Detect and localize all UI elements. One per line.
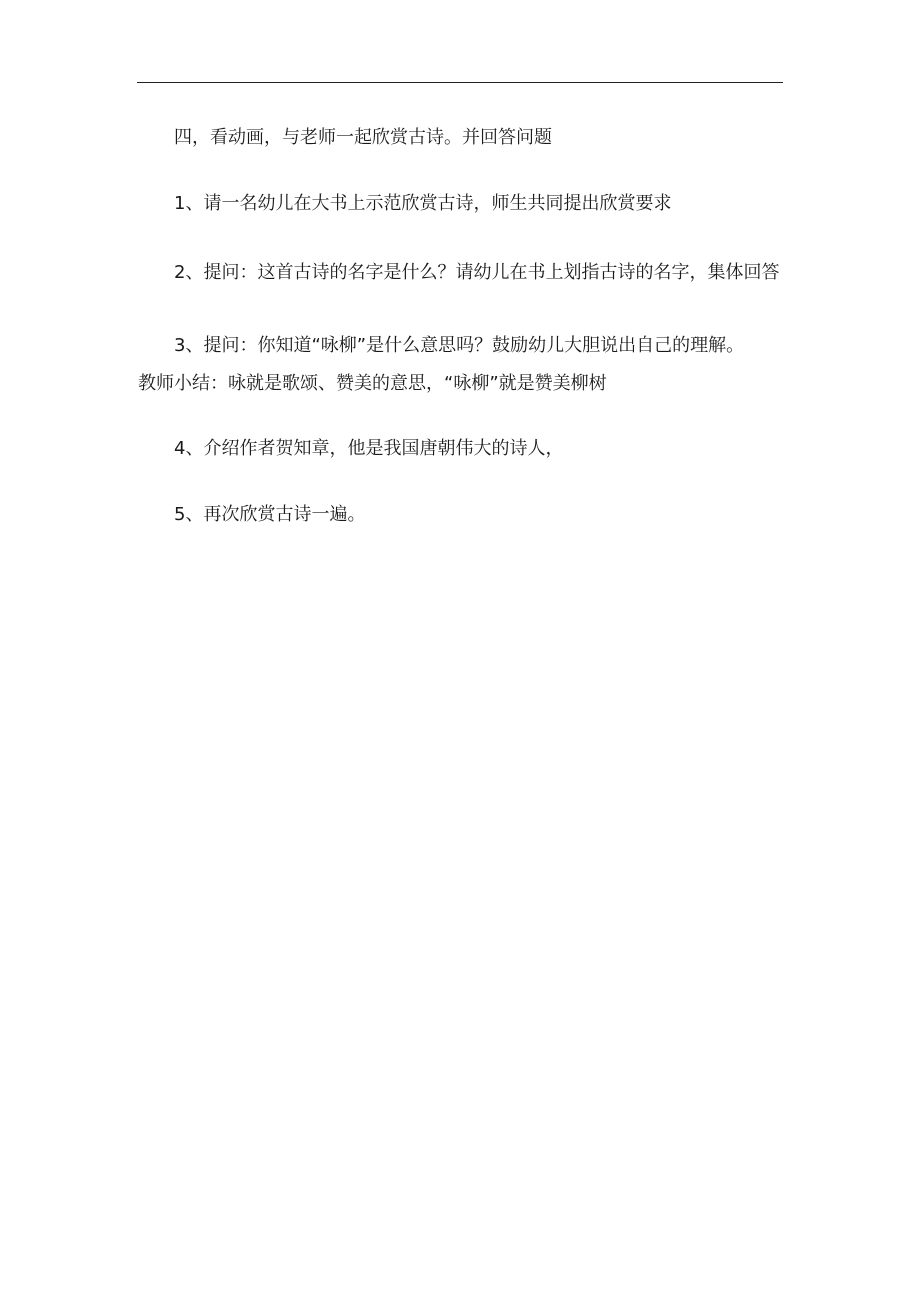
paragraph-step-1: 1、请一名幼儿在大书上示范欣赏古诗，师生共同提出欣赏要求	[174, 193, 672, 214]
paragraph-step-5: 5、再次欣赏古诗一遍。	[174, 504, 366, 525]
document-body	[138, 118, 784, 535]
paragraph-step-3-question: 3、提问：你知道“咏柳”是什么意思吗？鼓励幼儿大胆说出自己的理解。	[174, 335, 745, 356]
paragraph-section-four: 四，看动画，与老师一起欣赏古诗。并回答问题	[174, 127, 552, 148]
paragraph-step-4: 4、介绍作者贺知章，他是我国唐朝伟大的诗人，	[174, 438, 564, 459]
paragraph-step-3	[138, 327, 784, 403]
paragraph-step-3-summary: 教师小结：咏就是歌颂、赞美的意思，“咏柳”就是赞美柳树	[138, 373, 607, 394]
header-rule	[137, 82, 783, 83]
paragraph-step-2: 2、提问：这首古诗的名字是什么？请幼儿在书上划指古诗的名字，集体回答	[174, 262, 780, 283]
